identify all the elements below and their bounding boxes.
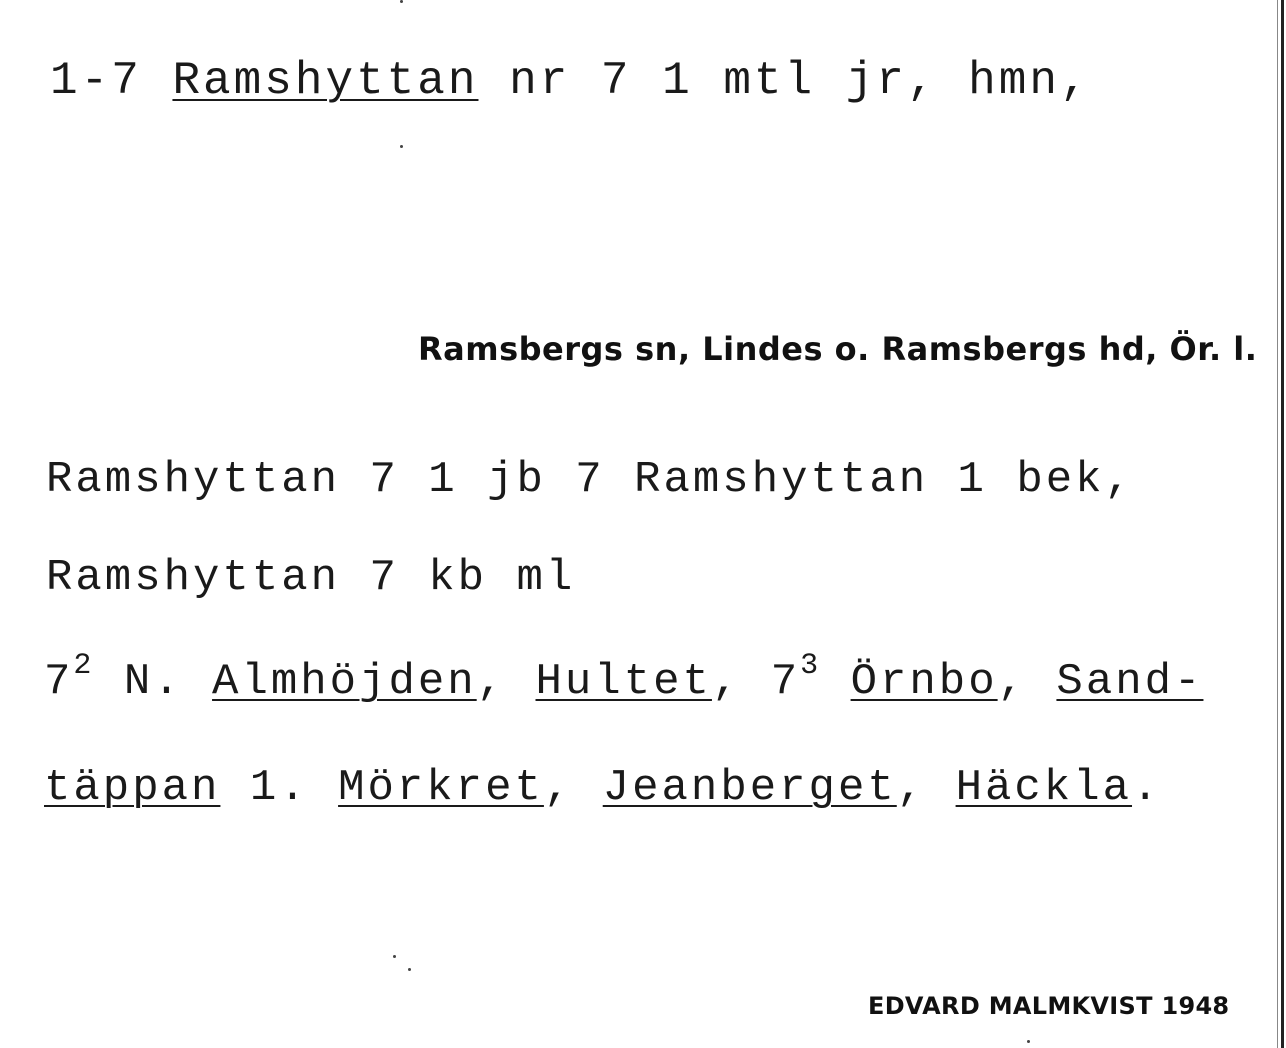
- superscript: 2: [73, 649, 95, 683]
- paper-speck: [393, 955, 396, 958]
- parish-line: Ramsbergs sn, Lindes o. Ramsbergs hd, Ör. l.: [418, 330, 1258, 368]
- place-name: Häckla: [955, 763, 1133, 813]
- card-edge-shadow: [1277, 0, 1278, 1048]
- entry-header-line: [50, 55, 1091, 107]
- entry-line-3: Ramshyttan 7 kb ml: [46, 553, 576, 603]
- separator: ,: [476, 657, 507, 707]
- abbrev: N.: [123, 657, 183, 707]
- paper-speck: [408, 968, 411, 971]
- superscript: 3: [800, 649, 822, 683]
- place-name: Almhöjden: [212, 657, 477, 707]
- entry-range: 1-7: [50, 55, 142, 107]
- separator: ,: [896, 763, 927, 813]
- abbrev: 1.: [249, 763, 309, 813]
- number: 7: [770, 657, 801, 707]
- terminator: .: [1132, 763, 1162, 813]
- paper-speck: [1027, 1040, 1030, 1043]
- place-name: Hultet: [535, 657, 712, 707]
- place-name: Jeanberget: [602, 763, 897, 813]
- entry-line-5: [44, 763, 1161, 813]
- paper-speck: [400, 145, 403, 148]
- place-name: Mörkret: [338, 763, 544, 813]
- entry-header-rest: nr 7 1 mtl jr, hmn,: [509, 55, 1091, 107]
- card-footer-author: EDVARD MALMKVIST 1948: [868, 992, 1230, 1020]
- entry-place-name: Ramshyttan: [172, 55, 479, 107]
- place-name: täppan: [44, 763, 221, 813]
- paper-speck: [400, 0, 403, 3]
- separator: ,: [997, 657, 1028, 707]
- place-name: Örnbo: [850, 657, 998, 707]
- separator: ,: [543, 763, 574, 813]
- entry-line-2: Ramshyttan 7 1 jb 7 Ramshyttan 1 bek,: [46, 455, 1134, 505]
- card-edge: [1281, 0, 1284, 1048]
- number: 7: [44, 657, 74, 707]
- entry-line-4: [44, 649, 1204, 707]
- separator: ,: [711, 657, 742, 707]
- place-name: Sand-: [1056, 657, 1204, 707]
